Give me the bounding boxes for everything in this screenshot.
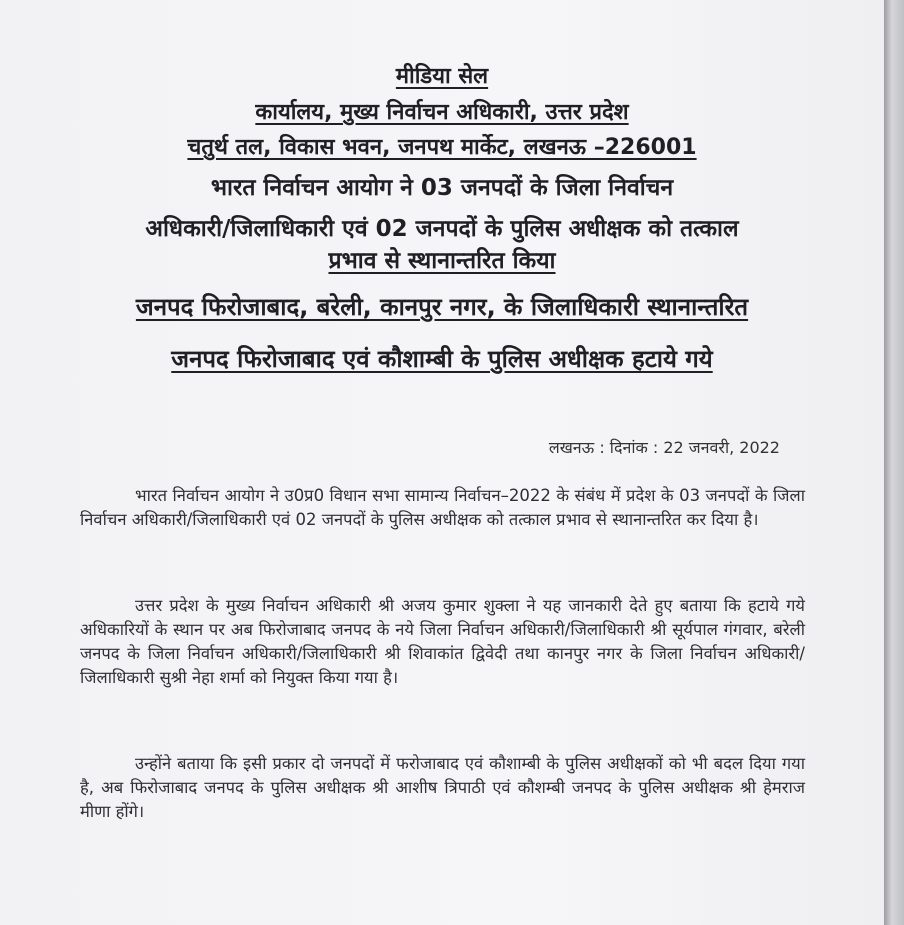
body-paragraph-3: उन्होंने बताया कि इसी प्रकार दो जनपदों में फरोजाबाद एवं कौशाम्बी के पुलिस अधीक्षकों को भी बदल दिया गया है, अब फिरोजाबाद जनपद के पुलिस अधीक्षक श्री आशीष त्रिपाठी एवं कौशम्बी जनपद के पुलिस अधीक्षक श्री हेमराज मीणा होंगे। [80,754,805,821]
body-paragraph-2: उत्तर प्रदेश के मुख्य निर्वाचन अधिकारी श्री अजय कुमार शुक्ला ने यह जानकारी देते हुए बताया कि हटाये गये अधिकारियों के स्थान पर अब फिरोजाबाद जनपद के नये जिला निर्वाचन अधिकारी/जिलाधिकारी श्री सूर्यपाल गंगवार, बरेली जनपद के जिला निर्वाचन अधिकारी/जिलाधिकारी श्री शिवाकांत द्विवेदी तथा कानपुर नगर के जिला निर्वाचन अधिकारी/जिलाधिकारी सुश्री नेहा शर्मा को नियुक्त किया गया है। [80,596,805,687]
page-edge [884,0,904,925]
office-address: चतुर्थ तल, विकास भवन, जनपथ मार्केट, लखनऊ –226001 [187,135,697,160]
dateline: लखनऊ : दिनांक : 22 जनवरी, 2022 [548,438,780,457]
subheadline-line-1: जनपद फिरोजाबाद, बरेली, कानपुर नगर, के जिलाधिकारी स्थानान्तरित [135,293,749,321]
office-name: मीडिया सेल [395,64,489,89]
headline-line-1: भारत निर्वाचन आयोग ने 03 जनपदों के जिला निर्वाचन [210,175,674,201]
office-title: कार्यालय, मुख्य निर्वाचन अधिकारी, उत्तर प्रदेश [255,100,629,125]
subheadline-line-2: जनपद फिरोजाबाद एवं कौशाम्बी के पुलिस अधीक्षक हटाये गये [171,345,713,373]
headline-line-2: अधिकारी/जिलाधिकारी एवं 02 जनपदों के पुलिस अधीक्षक को तत्काल [145,216,739,242]
body-paragraph-1: भारत निर्वाचन आयोग ने उ0प्र0 विधान सभा सामान्य निर्वाचन–2022 के संबंध में प्रदेश के 03 जनपदों के जिला निर्वाचन अधिकारी/जिलाधिकारी एवं 02 जनपदों के पुलिस अधीक्षक को तत्काल प्रभाव से स्थानान्तरित कर दिया है। [80,486,805,529]
headline-line-3: प्रभाव से स्थानान्तरित किया [328,248,556,274]
